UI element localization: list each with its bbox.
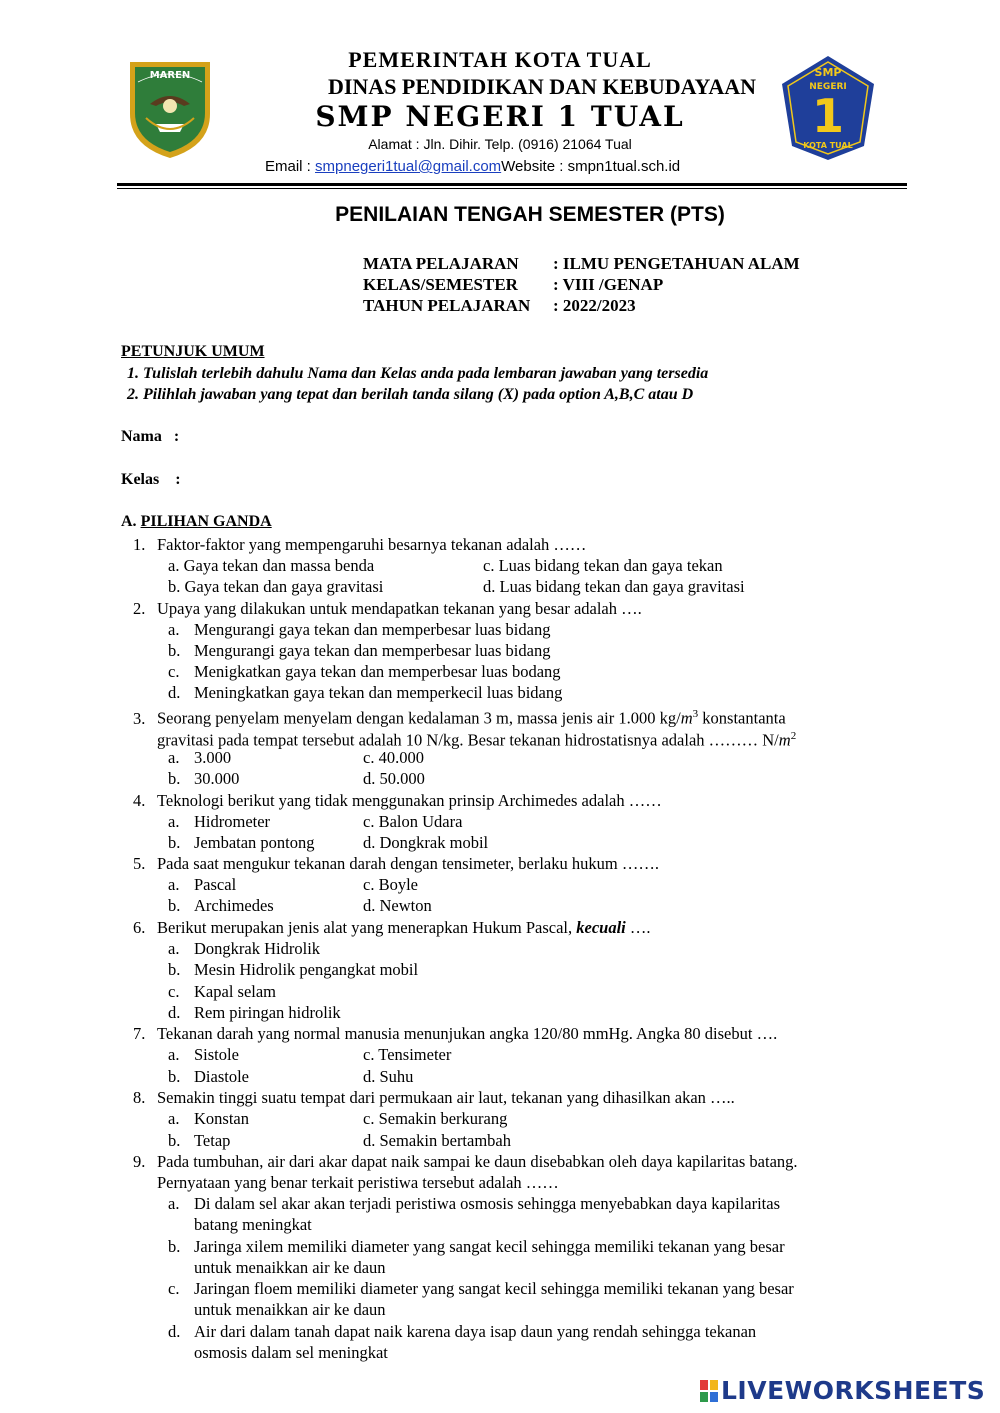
meta-class [363,275,663,295]
question-5 [133,853,659,874]
option-text: Konstan [194,1109,249,1128]
option-b-continued: untuk menaikkan air ke daun [194,1258,386,1277]
option-text: Mengurangi gaya tekan dan memperbesar luas bidang [194,641,551,660]
question-number: 1. [133,535,146,554]
unit-exponent: 2 [790,730,797,742]
question-8 [133,1087,735,1108]
option-a[interactable] [168,1044,239,1065]
option-b[interactable]: b. Gaya tekan dan gaya gravitasi [168,577,384,596]
header-rule-thick [117,183,907,186]
header-contact [265,158,680,175]
option-letter: a. [168,1109,180,1128]
question-text: Semakin tinggi suatu tempat dari permukaan air laut, tekanan yang dihasilkan akan ….. [157,1088,735,1107]
option-d[interactable]: d. Luas bidang tekan dan gaya gravitasi [483,577,745,596]
option-d[interactable]: d. Dongkrak mobil [363,833,489,852]
question-text: …. [625,918,651,937]
logo-number: 1 [811,89,845,143]
unit-symbol: m [680,708,693,728]
header-school-name: SMP NEGERI 1 TUAL [315,100,685,133]
question-number: 4. [133,791,146,810]
option-d-continued: osmosis dalam sel meningkat [194,1343,388,1362]
option-c[interactable]: c. Tensimeter [363,1045,452,1064]
option-letter: a. [168,748,180,767]
instructions-heading: PETUNJUK UMUM [121,343,265,360]
email-link[interactable]: smpnegeri1tual@gmail.com [315,158,502,175]
option-c[interactable]: c. 40.000 [363,748,424,767]
meta-value: : 2022/2023 [553,296,636,315]
option-text: Kapal selam [194,982,277,1001]
meta-key: MATA PELAJARAN [363,254,519,273]
option-text: Meningkatkan gaya tekan dan memperkecil luas bidang [194,683,563,702]
option-text: Jembatan pontong [194,833,315,852]
option-text: Jaringan floem memiliki diameter yang sangat kecil sehingga memiliki tekanan yang besar [194,1279,794,1298]
question-2 [133,598,642,619]
meta-key: TAHUN PELAJARAN [363,296,531,315]
question-text: Pada tumbuhan, air dari akar dapat naik sampai ke daun disebabkan oleh daya kapilaritas batang. [157,1152,798,1171]
meta-year [363,296,636,316]
option-text: Mesin Hidrolik pengangkat mobil [194,960,419,979]
question-text: Tekanan darah yang normal manusia menunjukan angka 120/80 mmHg. Angka 80 disebut …. [157,1024,778,1043]
unit-exponent: 3 [692,708,699,720]
option-c[interactable] [168,661,561,682]
option-c[interactable]: c. Luas bidang tekan dan gaya tekan [483,556,723,575]
question-text: Seorang penyelam menyelam dengan kedalaman 3 m, massa jenis air 1.000 kg/ [157,708,681,728]
option-letter: a. [168,620,180,639]
option-text: Dongkrak Hidrolik [194,939,321,958]
meta-value: : VIII /GENAP [553,275,664,294]
option-letter: d. [168,683,181,702]
class-field-label: Kelas : [121,471,181,488]
question-number: 8. [133,1088,146,1107]
question-6 [133,917,651,938]
liveworksheets-watermark [700,1376,985,1405]
option-c-continued: untuk menaikkan air ke daun [194,1300,386,1319]
meta-value: : ILMU PENGETAHUAN ALAM [553,254,800,273]
option-letter: a. [168,875,180,894]
logo-kota-text: KOTA TUAL [803,141,853,150]
meta-subject [363,254,800,274]
option-text: Air dari dalam tanah dapat naik karena daya isap daun yang rendah sehingga tekanan [194,1322,757,1341]
option-d[interactable] [168,682,562,703]
section-title: PILIHAN GANDA [140,513,272,530]
option-text: Sistole [194,1045,239,1064]
option-text: 30.000 [194,769,240,788]
question-number: 6. [133,918,146,937]
website-text: Website : smpn1tual.sch.id [501,158,681,175]
question-1 [133,534,586,555]
header-department: DINAS PENDIDIKAN DAN KEBUDAYAAN [327,74,757,99]
option-a[interactable] [168,1108,249,1129]
option-b[interactable] [168,768,239,789]
option-text: Diastole [194,1067,249,1086]
question-4 [133,790,662,811]
option-text: Mengurangi gaya tekan dan memperbesar luas bidang [194,620,551,639]
option-letter: b. [168,1067,181,1086]
option-letter: d. [168,1003,181,1022]
question-text: gravitasi pada tempat tersebut adalah 10 N/kg. Besar tekanan hidrostatisnya adalah ……… N/ [157,730,779,750]
section-prefix: A. [121,513,141,530]
question-number: 5. [133,854,146,873]
option-letter: b. [168,833,181,852]
option-letter: b. [168,960,181,979]
instruction-item: 2. Pilihlah jawaban yang tepat dan berilah tanda silang (X) pada option A,B,C atau D [127,386,694,403]
option-b[interactable] [168,832,315,853]
logo-smp-text: SMP [814,66,842,79]
option-a[interactable] [168,938,320,959]
question-3 [133,704,786,729]
option-d[interactable]: d. Newton [363,896,432,915]
watermark-text: LIVEWORKSHEETS [721,1376,986,1405]
emblem-text: MAREN [149,70,191,81]
option-letter: b. [168,641,181,660]
option-a-continued: batang meningkat [194,1215,312,1234]
option-letter: d. [168,1322,181,1341]
option-a[interactable] [168,619,550,640]
option-d[interactable] [168,1321,756,1342]
option-b[interactable] [168,1066,249,1087]
question-emphasis: kecuali [576,918,626,937]
instruction-item: 1. Tulislah terlebih dahulu Nama dan Kelas anda pada lembaran jawaban yang tersedia [127,365,709,382]
option-a[interactable] [168,1193,780,1214]
option-a[interactable] [168,874,236,895]
question-text: Teknologi berikut yang tidak menggunakan prinsip Archimedes adalah …… [157,791,662,810]
option-letter: c. [168,982,180,1001]
option-b[interactable] [168,959,418,980]
question-number: 7. [133,1024,146,1043]
option-letter: b. [168,769,181,788]
meta-key: KELAS/SEMESTER [363,275,518,294]
question-text: Faktor-faktor yang mempengaruhi besarnya tekanan adalah …… [157,535,587,554]
option-letter: b. [168,896,181,915]
header-rule-thin [117,188,907,189]
option-text: Menigkatkan gaya tekan dan memperbesar luas bodang [194,662,561,681]
option-b[interactable] [168,1236,785,1257]
unit-symbol: m [778,730,791,750]
section-a-heading [121,513,272,531]
question-text: Upaya yang dilakukan untuk mendapatkan tekanan yang besar adalah …. [157,599,642,618]
question-text: Berikut merupakan jenis alat yang menerapkan Hukum Pascal, [157,918,577,937]
option-d[interactable]: d. Semakin bertambah [363,1131,512,1150]
logo-negeri-text: NEGERI [809,82,847,92]
option-text: 3.000 [194,748,232,767]
name-field-label: Nama : [121,428,180,445]
question-text: Pada saat mengukur tekanan darah dengan tensimeter, berlaku hukum ……. [157,854,659,873]
option-letter: c. [168,662,180,681]
option-a[interactable]: a. Gaya tekan dan massa benda [168,556,375,575]
option-letter: a. [168,939,180,958]
option-letter: a. [168,812,180,831]
option-c[interactable] [168,1278,794,1299]
option-text: Jaringa xilem memiliki diameter yang sangat kecil sehingga memiliki tekanan yang besar [194,1237,785,1256]
option-letter: a. [168,1194,180,1213]
option-d[interactable]: d. Suhu [363,1067,414,1086]
option-c[interactable]: c. Semakin berkurang [363,1109,508,1128]
option-letter: b. [168,1237,181,1256]
option-b[interactable] [168,1130,230,1151]
option-c[interactable] [168,981,276,1002]
question-9 [133,1151,798,1172]
question-9-continued: Pernyataan yang benar terkait peristiwa tersebut adalah …… [157,1173,559,1192]
option-text: Pascal [194,875,237,894]
email-label: Email : [265,158,316,175]
header-government: PEMERINTAH KOTA TUAL [348,47,652,72]
header-address: Alamat : Jln. Dihir. Telp. (0916) 21064 Tual [368,136,632,152]
option-text: Rem piringan hidrolik [194,1003,341,1022]
option-text: Hidrometer [194,812,271,831]
liveworksheets-logo-icon [700,1380,718,1402]
option-c[interactable]: c. Balon Udara [363,812,463,831]
option-c[interactable]: c. Boyle [363,875,418,894]
question-7 [133,1023,777,1044]
option-a[interactable] [168,811,270,832]
option-d[interactable]: d. 50.000 [363,769,425,788]
question-number: 2. [133,599,146,618]
question-text: konstantanta [698,708,786,728]
question-3-continued [157,726,796,751]
option-text: Archimedes [194,896,274,915]
option-text: Di dalam sel akar akan terjadi peristiwa osmosis sehingga menyebabkan daya kapilaritas [194,1194,781,1213]
exam-title: PENILAIAN TENGAH SEMESTER (PTS) [335,203,725,226]
option-letter: c. [168,1279,180,1298]
option-a[interactable] [168,747,231,768]
option-b[interactable] [168,640,550,661]
option-letter: a. [168,1045,180,1064]
option-letter: b. [168,1131,181,1150]
option-text: Tetap [194,1131,231,1150]
question-number: 3. [133,708,146,728]
option-d[interactable] [168,1002,341,1023]
question-number: 9. [133,1152,146,1171]
option-b[interactable] [168,895,274,916]
